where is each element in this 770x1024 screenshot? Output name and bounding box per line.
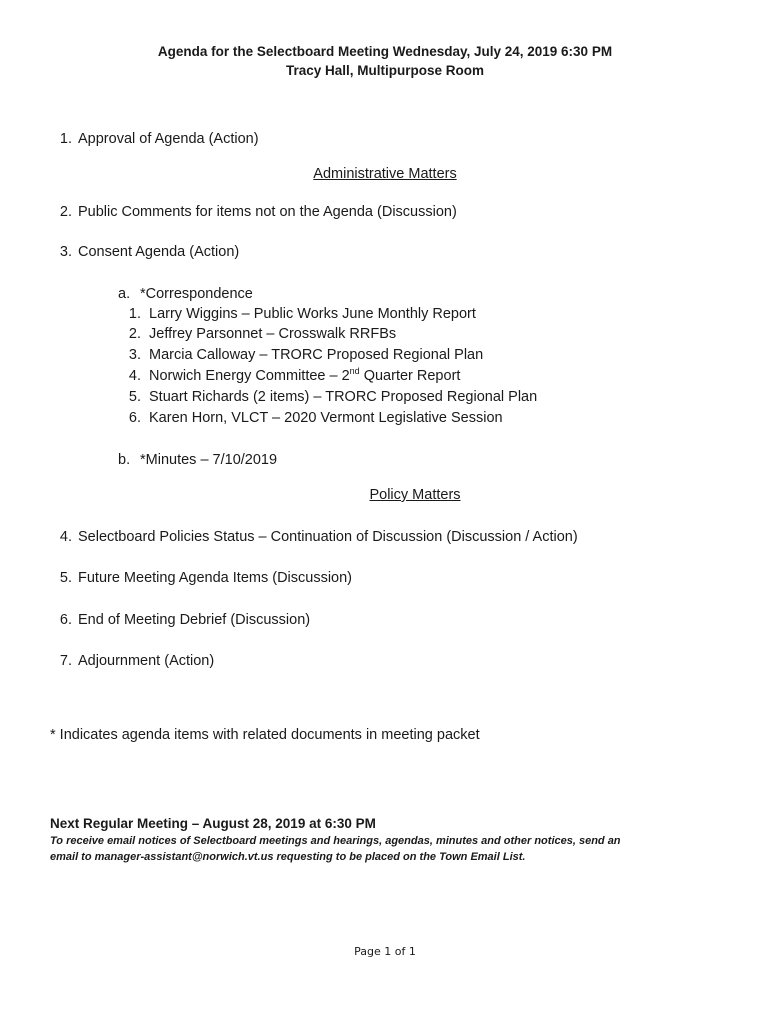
next-meeting: Next Regular Meeting – August 28, 2019 at 6:30 PM <box>50 816 376 831</box>
item-text: Karen Horn, VLCT – 2020 Vermont Legislative Session <box>149 410 503 426</box>
item-text: Norwich Energy Committee – 2 <box>149 368 350 384</box>
sub-item-a <box>118 284 253 304</box>
email-notice-line-1: To receive email notices of Selectboard meetings and hearings, agendas, minutes and other notices, send an <box>50 835 621 847</box>
agenda-item-6 <box>50 610 310 630</box>
email-notice-line-2: email to manager-assistant@norwich.vt.us requesting to be placed on the Town Email List. <box>50 851 526 863</box>
item-text: Jeffrey Parsonnet – Crosswalk RRFBs <box>149 326 397 342</box>
item-text: Selectboard Policies Status – Continuation of Discussion (Discussion / Action) <box>78 529 578 545</box>
item-number: 1. <box>128 306 141 322</box>
sub-item-text: *Correspondence <box>140 286 253 302</box>
sub-item-b <box>118 450 277 470</box>
document-location: Tracy Hall, Multipurpose Room <box>285 63 485 78</box>
superscript: nd <box>349 366 360 377</box>
item-number: 6. <box>128 410 141 426</box>
item-number: 4. <box>128 368 141 384</box>
item-number: 6. <box>59 612 72 628</box>
item-text: Public Comments for items not on the Agenda (Discussion) <box>78 204 457 220</box>
sub-item-text: *Minutes – 7/10/2019 <box>140 452 278 468</box>
item-text: Marcia Calloway – TRORC Proposed Regional Plan <box>149 347 484 363</box>
item-text: Stuart Richards (2 items) – TRORC Proposed Regional Plan <box>149 389 538 405</box>
correspondence-item <box>125 408 503 428</box>
item-number: 5. <box>128 389 141 405</box>
item-number: 7. <box>59 653 72 669</box>
correspondence-item <box>125 387 537 407</box>
agenda-item-7 <box>50 651 214 671</box>
agenda-item-5 <box>50 568 352 588</box>
sub-item-label: a. <box>118 286 131 302</box>
item-number: 2. <box>128 326 141 342</box>
item-text: Larry Wiggins – Public Works June Monthly Report <box>149 306 476 322</box>
item-text: End of Meeting Debrief (Discussion) <box>78 612 311 628</box>
item-number: 2. <box>59 204 72 220</box>
page-number: Page 1 of 1 <box>354 945 416 958</box>
item-number: 1. <box>59 131 72 147</box>
agenda-item-4 <box>50 527 578 547</box>
correspondence-item <box>125 345 483 365</box>
agenda-item-2 <box>50 202 457 222</box>
item-text-continued: Quarter Report <box>359 368 461 384</box>
item-text: Approval of Agenda (Action) <box>78 131 259 147</box>
item-number: 5. <box>59 570 72 586</box>
item-text: Future Meeting Agenda Items (Discussion) <box>78 570 353 586</box>
correspondence-item <box>125 366 460 386</box>
section-heading-administrative: Administrative Matters <box>313 166 457 182</box>
agenda-item-1 <box>50 129 259 149</box>
item-number: 3. <box>59 244 72 260</box>
item-number: 4. <box>59 529 72 545</box>
correspondence-item <box>125 304 476 324</box>
agenda-item-3 <box>50 242 239 262</box>
item-text: Adjournment (Action) <box>78 653 215 669</box>
item-text: Consent Agenda (Action) <box>78 244 240 260</box>
section-heading-policy: Policy Matters <box>369 487 461 503</box>
packet-note: * Indicates agenda items with related documents in meeting packet <box>50 727 480 743</box>
document-title: Agenda for the Selectboard Meeting Wednesday, July 24, 2019 6:30 PM <box>157 44 613 59</box>
correspondence-item <box>125 324 396 344</box>
item-number: 3. <box>128 347 141 363</box>
sub-item-label: b. <box>118 452 131 468</box>
